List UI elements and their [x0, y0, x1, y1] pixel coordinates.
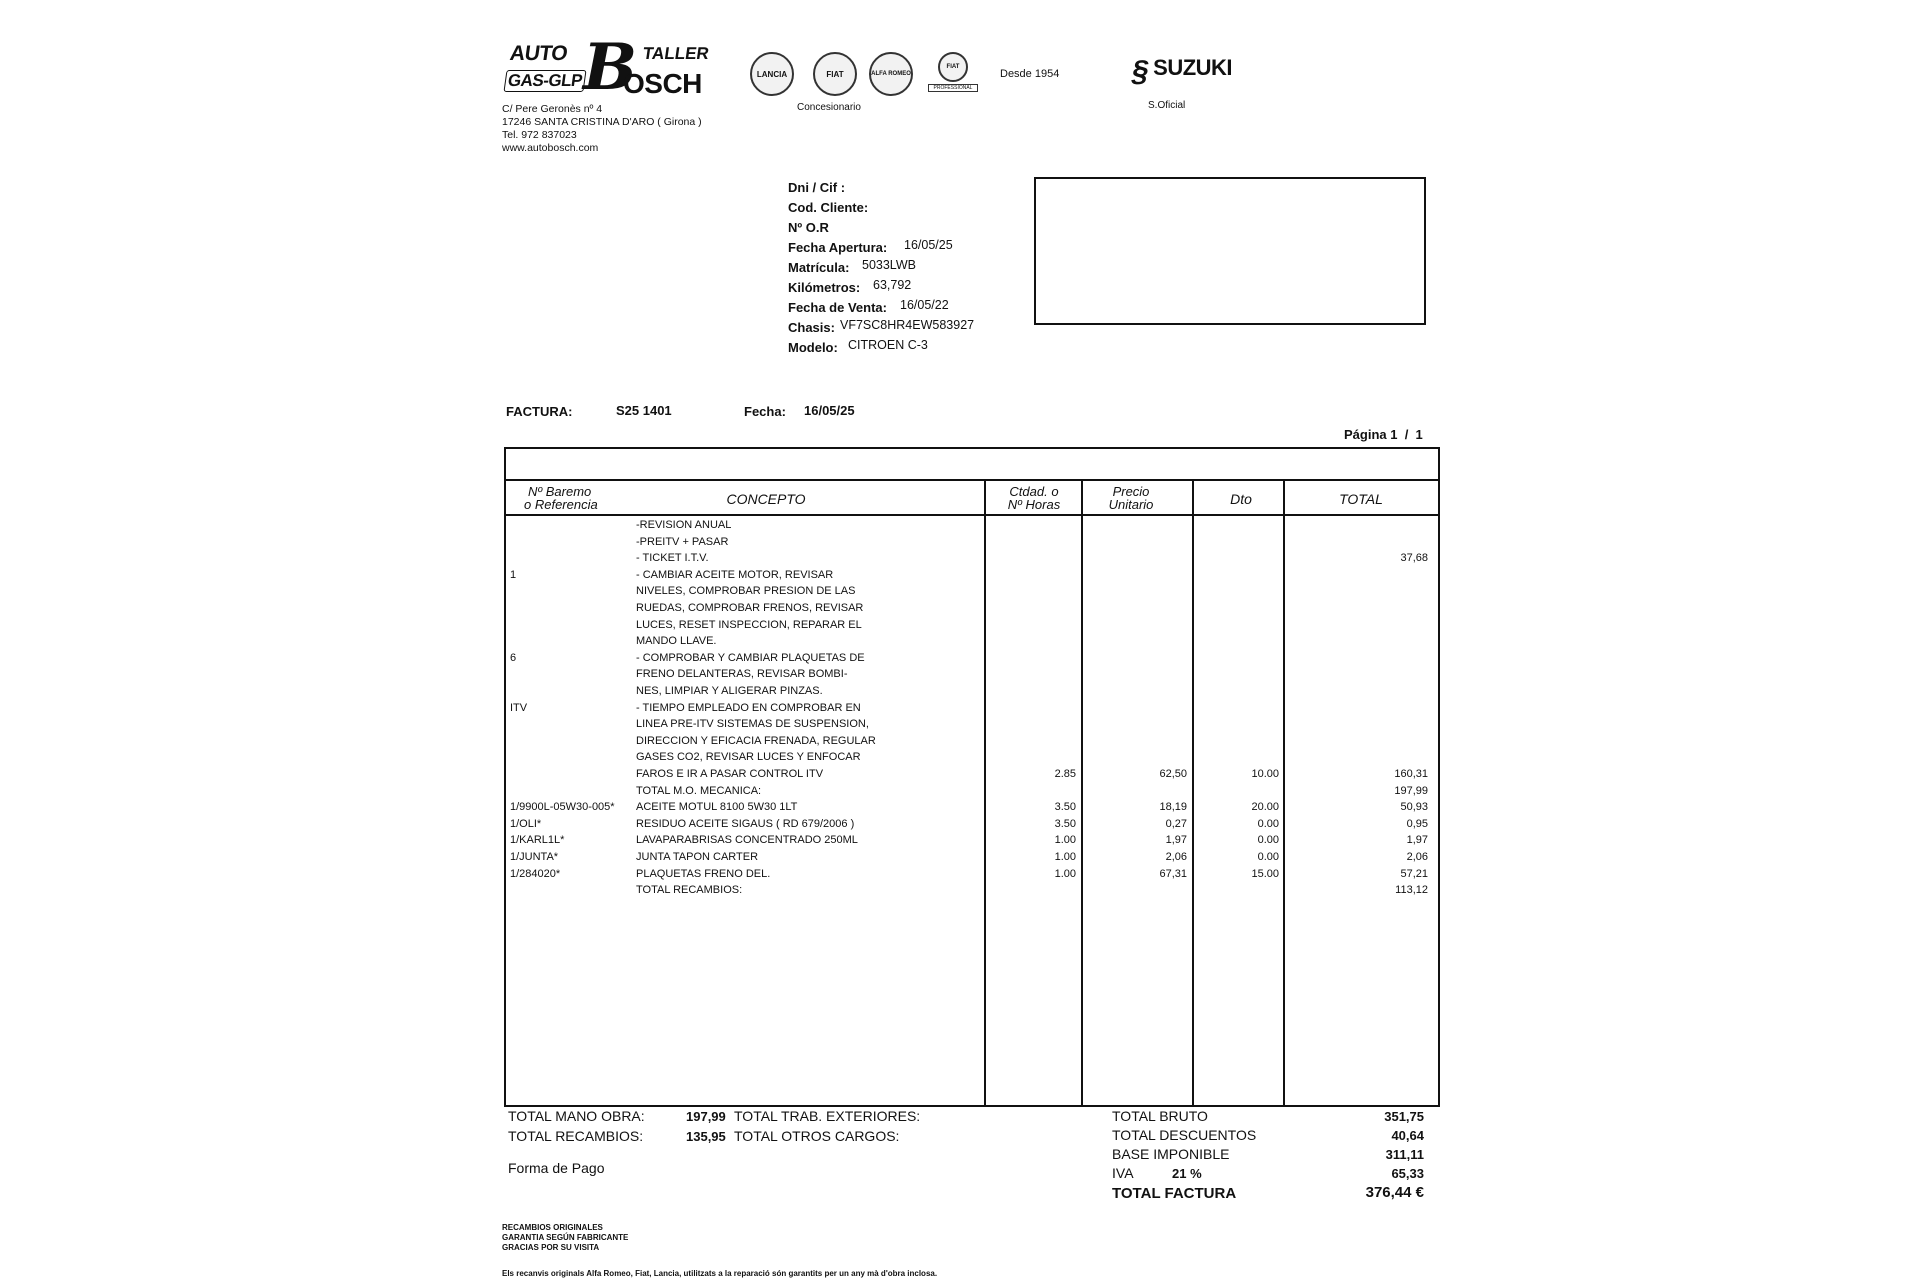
iva-value: 65,33 [1391, 1166, 1424, 1181]
row-dto: 10.00 [1251, 768, 1279, 780]
row-ref: 1/KARL1L* [510, 834, 565, 847]
header-cantidad: Ctdad. o Nº Horas [1007, 484, 1061, 512]
row-concept: TOTAL RECAMBIOS: [636, 884, 743, 897]
venta-label: Fecha de Venta: [788, 300, 887, 315]
footer-line-1: RECAMBIOS ORIGINALES [502, 1223, 603, 1232]
recambios-label: TOTAL RECAMBIOS: [508, 1128, 644, 1144]
row-dto: 0.00 [1257, 851, 1279, 863]
chasis-value: VF7SC8HR4EW583927 [840, 318, 975, 332]
suzuki-oficial-label: S.Oficial [1148, 100, 1186, 111]
row-ref: ITV [510, 701, 528, 714]
row-price: 2,06 [1165, 851, 1187, 863]
matricula-value: 5033LWB [862, 258, 916, 272]
row-concept: TOTAL M.O. MECANICA: [636, 784, 762, 797]
logo-auto-text: AUTO [508, 42, 569, 65]
row-concept: -REVISION ANUAL [636, 519, 732, 531]
apertura-label: Fecha Apertura: [788, 240, 888, 255]
customer-address-box [1034, 177, 1426, 325]
row-concept: LINEA PRE-ITV SISTEMAS DE SUSPENSION, [636, 718, 869, 731]
mano-obra-label: TOTAL MANO OBRA: [508, 1108, 645, 1124]
row-concept: - TICKET I.T.V. [636, 552, 709, 565]
row-ref: 1/OLI* [510, 817, 542, 830]
row-concept: DIRECCION Y EFICACIA FRENADA, REGULAR [636, 734, 876, 747]
address-city: 17246 SANTA CRISTINA D'ARO ( Girona ) [502, 116, 702, 128]
table-header-divider [506, 514, 1438, 516]
row-concept: RESIDUO ACEITE SIGAUS ( RD 679/2006 ) [636, 817, 855, 830]
row-price: 67,31 [1159, 867, 1187, 880]
fecha-value: 16/05/25 [804, 403, 855, 418]
logo-gas-text: GAS-GLP [503, 70, 586, 92]
recambios-value: 135,95 [686, 1129, 726, 1144]
base-label: BASE IMPONIBLE [1112, 1146, 1230, 1162]
row-total: 1,97 [1406, 834, 1428, 847]
iva-label: IVA [1112, 1165, 1134, 1181]
row-total: 37,68 [1400, 552, 1428, 565]
header-concepto: CONCEPTO [726, 491, 806, 507]
header-ref: Nº Baremo o Referencia [524, 484, 598, 512]
row-total: 0,95 [1406, 817, 1428, 830]
row-concept: MANDO LLAVE. [636, 635, 717, 648]
logo-taller-text: TALLER [641, 44, 711, 63]
descuentos-value: 40,64 [1391, 1128, 1424, 1143]
fiat-professional-logo-icon: FIAT PROFESSIONAL [928, 52, 978, 92]
row-total: 160,31 [1394, 768, 1428, 780]
concesionario-label: Concesionario [797, 102, 861, 113]
row-price: 1,97 [1165, 834, 1187, 847]
row-total: 2,06 [1406, 851, 1428, 863]
bruto-value: 351,75 [1384, 1109, 1424, 1124]
dni-label: Dni / Cif : [788, 180, 846, 195]
logo-osch-text: OSCH [623, 68, 702, 99]
row-concept: LAVAPARABRISAS CONCENTRADO 250ML [636, 834, 858, 847]
row-ref: 1 [510, 568, 517, 581]
row-dto: 20.00 [1251, 801, 1279, 814]
totals-left [508, 1108, 928, 1178]
row-dto: 15.00 [1251, 867, 1279, 880]
row-qty: 2.85 [1054, 768, 1076, 780]
row-price: 62,50 [1159, 768, 1187, 780]
km-value: 63,792 [873, 278, 912, 292]
factura-number: S25 1401 [616, 403, 672, 418]
suzuki-logo [1129, 55, 1233, 89]
row-concept: FRENO DELANTERAS, REVISAR BOMBI- [636, 668, 848, 681]
row-qty: 3.50 [1054, 817, 1076, 830]
row-concept: PLAQUETAS FRENO DEL. [636, 867, 771, 880]
base-value: 311,11 [1385, 1147, 1424, 1162]
fecha-label: Fecha: [744, 404, 786, 419]
mano-obra-value: 197,99 [686, 1109, 726, 1124]
forma-pago-label: Forma de Pago [508, 1160, 605, 1176]
row-concept: RUEDAS, COMPROBAR FRENOS, REVISAR [636, 602, 864, 614]
company-logo [505, 30, 711, 105]
modelo-value: CITROEN C-3 [848, 338, 928, 352]
header-precio: Precio Unitario [1108, 484, 1154, 512]
suzuki-text: SUZUKI [1153, 55, 1233, 80]
row-price: 0,27 [1165, 817, 1187, 830]
header-total: TOTAL [1339, 491, 1383, 507]
row-qty: 3.50 [1054, 801, 1076, 814]
row-concept: JUNTA TAPON CARTER [636, 851, 759, 863]
row-price: 18,19 [1159, 801, 1187, 814]
address-web: www.autobosch.com [502, 142, 599, 154]
trab-ext-label: TOTAL TRAB. EXTERIORES: [734, 1108, 921, 1124]
totals-right [1112, 1108, 1432, 1208]
or-label: Nº O.R [788, 220, 829, 235]
total-factura-label: TOTAL FACTURA [1112, 1185, 1237, 1202]
row-ref: 6 [510, 651, 517, 664]
row-concept: LUCES, RESET INSPECCION, REPARAR EL [636, 618, 862, 631]
factura-label: FACTURA: [506, 404, 573, 419]
footer-line-2: GARANTIA SEGÚN FABRICANTE [502, 1233, 629, 1242]
row-total: 113,12 [1395, 884, 1428, 897]
row-dto: 0.00 [1257, 817, 1279, 830]
footer-notes [502, 1223, 628, 1253]
row-concept: ACEITE MOTUL 8100 5W30 1LT [636, 801, 798, 814]
modelo-label: Modelo: [788, 340, 838, 355]
iva-percent: 21 % [1172, 1166, 1202, 1181]
row-concept: FAROS E IR A PASAR CONTROL ITV [636, 768, 824, 780]
row-total: 197,99 [1394, 784, 1428, 797]
suzuki-s-icon: § [1129, 55, 1152, 88]
row-ref: 1/JUNTA* [510, 851, 559, 863]
table-body [506, 519, 1438, 1105]
fiat-logo-icon: FIAT [813, 52, 857, 96]
bruto-label: TOTAL BRUTO [1112, 1108, 1208, 1124]
row-qty: 1.00 [1054, 851, 1076, 863]
total-factura-value: 376,44 € [1365, 1184, 1424, 1201]
km-label: Kilómetros: [788, 280, 861, 295]
address-phone: Tel. 972 837023 [502, 129, 577, 141]
footer-warranty-note: Els recanvis originals Alfa Romeo, Fiat, Lancia, utilitzats a la reparació són garantits per un any mà d'obra inclosa. [502, 1269, 938, 1278]
row-concept: NIVELES, COMPROBAR PRESION DE LAS [636, 585, 856, 598]
company-address [502, 103, 702, 155]
row-concept: - TIEMPO EMPLEADO EN COMPROBAR EN [636, 701, 861, 714]
matricula-label: Matrícula: [788, 260, 850, 275]
row-concept: NES, LIMPIAR Y ALIGERAR PINZAS. [636, 685, 823, 697]
page-indicator: Página 1 / 1 [1344, 427, 1423, 442]
footer-line-3: GRACIAS POR SU VISITA [502, 1243, 600, 1252]
logo-b-letter: B [583, 30, 638, 105]
venta-value: 16/05/22 [900, 298, 949, 312]
row-qty: 1.00 [1054, 867, 1076, 880]
cliente-label: Cod. Cliente: [788, 200, 869, 215]
row-total: 57,21 [1400, 867, 1428, 880]
otros-label: TOTAL OTROS CARGOS: [734, 1128, 900, 1144]
header-dto: Dto [1230, 491, 1252, 507]
row-concept: GASES CO2, REVISAR LUCES Y ENFOCAR [636, 751, 861, 764]
row-concept: - CAMBIAR ACEITE MOTOR, REVISAR [636, 568, 834, 581]
row-concept: -PREITV + PASAR [636, 535, 729, 548]
descuentos-label: TOTAL DESCUENTOS [1112, 1127, 1257, 1143]
invoice-table [504, 447, 1440, 1107]
desde-label: Desde 1954 [1000, 68, 1060, 80]
row-ref: 1/9900L-05W30-005* [510, 801, 615, 814]
row-dto: 0.00 [1257, 834, 1279, 847]
row-total: 50,93 [1400, 801, 1428, 814]
row-concept: - COMPROBAR Y CAMBIAR PLAQUETAS DE [636, 651, 865, 664]
apertura-value: 16/05/25 [904, 238, 953, 252]
table-top-band-divider [506, 479, 1438, 481]
lancia-logo-icon: LANCIA [750, 52, 794, 96]
address-street: C/ Pere Geronès nº 4 [502, 103, 603, 115]
row-qty: 1.00 [1054, 834, 1076, 847]
row-ref: 1/284020* [510, 867, 561, 880]
alfa-romeo-logo-icon: ALFA ROMEO [869, 52, 913, 96]
chasis-label: Chasis: [788, 320, 835, 335]
